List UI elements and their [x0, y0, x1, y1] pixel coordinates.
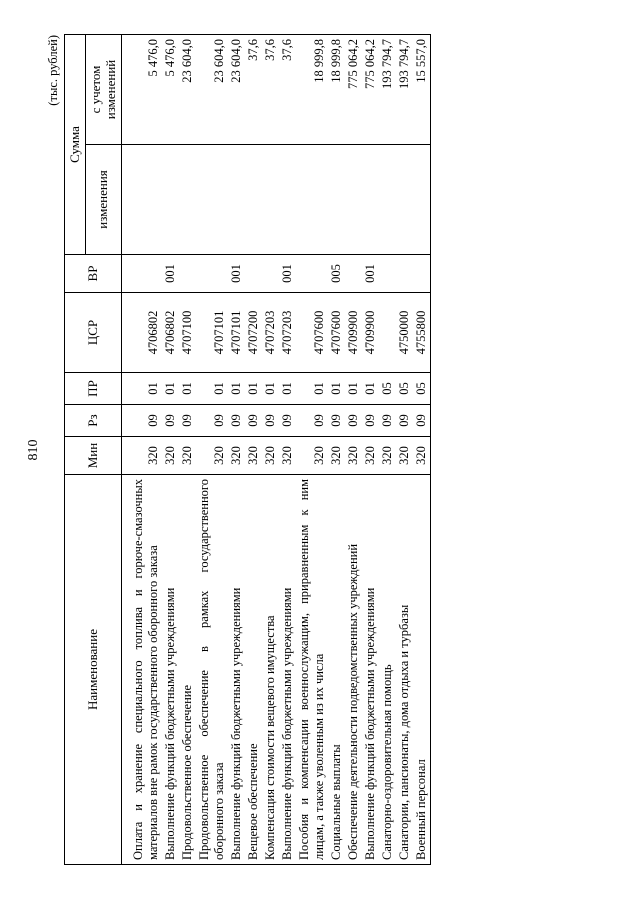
cell-name: Продовольственное обеспечение [179, 475, 196, 865]
cell-total: 37,6 [262, 35, 279, 145]
cell-min: 320 [413, 437, 431, 475]
cell-total: 193 794,7 [379, 35, 396, 145]
cell-total: 775 064,2 [345, 35, 362, 145]
cell-rz: 09 [345, 405, 362, 437]
cell-csr: 4709900 [362, 293, 379, 373]
cell-csr: 4707600 [296, 293, 328, 373]
budget-table [64, 34, 431, 865]
cell-pr: 01 [328, 373, 345, 405]
cell-changes [262, 145, 279, 255]
table-row [396, 35, 413, 865]
cell-min: 320 [228, 437, 245, 475]
cell-pr: 01 [262, 373, 279, 405]
cell-min: 320 [279, 437, 296, 475]
cell-changes [196, 145, 228, 255]
cell-name: Пособия и компенсации военнослужащим, приравненным к ним лицам, а также уволенным из их числа [296, 475, 328, 865]
cell-total: 775 064,2 [362, 35, 379, 145]
cell-pr: 01 [279, 373, 296, 405]
cell-pr: 01 [130, 373, 162, 405]
table-row [179, 35, 196, 865]
cell-changes [396, 145, 413, 255]
cell-pr: 01 [162, 373, 179, 405]
table-row [130, 35, 162, 865]
cell-total: 18 999,8 [296, 35, 328, 145]
cell-pr: 01 [296, 373, 328, 405]
table-row [379, 35, 396, 865]
cell-vr: 001 [228, 255, 245, 293]
cell-vr [179, 255, 196, 293]
cell-vr [130, 255, 162, 293]
cell-changes [179, 145, 196, 255]
cell-rz: 09 [328, 405, 345, 437]
table-row [296, 35, 328, 865]
cell-name: Выполнение функций бюджетными учреждениями [362, 475, 379, 865]
cell-csr: 4707101 [228, 293, 245, 373]
cell-csr: 4706802 [162, 293, 179, 373]
cell-rz: 09 [179, 405, 196, 437]
table-row [228, 35, 245, 865]
header-rz: Рз [65, 405, 122, 437]
cell-min: 320 [179, 437, 196, 475]
cell-changes [413, 145, 431, 255]
cell-changes [245, 145, 262, 255]
cell-pr: 01 [196, 373, 228, 405]
header-with-changes: с учетом изменений [85, 35, 121, 145]
cell-changes [130, 145, 162, 255]
cell-min: 320 [379, 437, 396, 475]
cell-pr: 05 [379, 373, 396, 405]
cell-name: Оплата и хранение специального топлива и горюче-смазочных материалов вне рамок государственного оборонного заказа [130, 475, 162, 865]
cell-rz: 09 [396, 405, 413, 437]
cell-total: 23 604,0 [196, 35, 228, 145]
cell-changes [296, 145, 328, 255]
cell-vr: 005 [328, 255, 345, 293]
cell-changes [379, 145, 396, 255]
cell-name: Выполнение функций бюджетными учреждениями [228, 475, 245, 865]
cell-name: Обеспечение деятельности подведомственных учреждений [345, 475, 362, 865]
cell-changes [228, 145, 245, 255]
cell-min: 320 [262, 437, 279, 475]
cell-vr [196, 255, 228, 293]
cell-total: 37,6 [245, 35, 262, 145]
table-header [65, 35, 122, 865]
cell-vr: 001 [362, 255, 379, 293]
header-vr: ВР [65, 255, 122, 293]
table-row [245, 35, 262, 865]
header-min: Мин [65, 437, 122, 475]
cell-rz: 09 [379, 405, 396, 437]
cell-rz: 09 [130, 405, 162, 437]
cell-vr [379, 255, 396, 293]
cell-vr [345, 255, 362, 293]
cell-total: 5 476,0 [130, 35, 162, 145]
cell-csr: 4707101 [196, 293, 228, 373]
cell-name: Военный персонал [413, 475, 431, 865]
header-csr: ЦСР [65, 293, 122, 373]
table-body [121, 35, 430, 865]
cell-rz: 09 [228, 405, 245, 437]
header-name: Наименование [65, 475, 122, 865]
cell-min: 320 [245, 437, 262, 475]
cell-vr: 001 [279, 255, 296, 293]
cell-pr: 05 [413, 373, 431, 405]
cell-vr [413, 255, 431, 293]
table-row [362, 35, 379, 865]
cell-vr [262, 255, 279, 293]
cell-changes [328, 145, 345, 255]
cell-changes [345, 145, 362, 255]
cell-name: Вещевое обеспечение [245, 475, 262, 865]
cell-total: 5 476,0 [162, 35, 179, 145]
table-row [328, 35, 345, 865]
table-row [262, 35, 279, 865]
cell-csr: 4750000 [396, 293, 413, 373]
cell-rz: 09 [296, 405, 328, 437]
header-pr: ПР [65, 373, 122, 405]
cell-pr: 01 [362, 373, 379, 405]
cell-csr: 4707600 [328, 293, 345, 373]
cell-min: 320 [296, 437, 328, 475]
cell-name: Компенсация стоимости вещевого имущества [262, 475, 279, 865]
table-row [413, 35, 431, 865]
cell-vr: 001 [162, 255, 179, 293]
cell-vr [396, 255, 413, 293]
cell-rz: 09 [245, 405, 262, 437]
cell-min: 320 [162, 437, 179, 475]
cell-pr: 01 [179, 373, 196, 405]
cell-name: Санатории, пансионаты, дома отдыха и турбазы [396, 475, 413, 865]
cell-total: 37,6 [279, 35, 296, 145]
cell-name: Продовольственное обеспечение в рамках государственного оборонного заказа [196, 475, 228, 865]
cell-rz: 09 [162, 405, 179, 437]
page-number: 810 [26, 439, 41, 461]
header-sum: Сумма [65, 35, 86, 255]
table-spacer-row [121, 35, 130, 865]
header-changes: изменения [85, 145, 121, 255]
cell-csr: 4707203 [279, 293, 296, 373]
cell-csr [379, 293, 396, 373]
cell-total: 193 794,7 [396, 35, 413, 145]
cell-pr: 01 [228, 373, 245, 405]
cell-name: Социальные выплаты [328, 475, 345, 865]
table-row [345, 35, 362, 865]
cell-pr: 05 [396, 373, 413, 405]
cell-min: 320 [130, 437, 162, 475]
cell-pr: 01 [345, 373, 362, 405]
cell-min: 320 [196, 437, 228, 475]
cell-vr [245, 255, 262, 293]
cell-csr: 4707200 [245, 293, 262, 373]
cell-rz: 09 [262, 405, 279, 437]
cell-name: Санаторно-оздоровительная помощь [379, 475, 396, 865]
cell-name: Выполнение функций бюджетными учреждениями [279, 475, 296, 865]
cell-min: 320 [362, 437, 379, 475]
cell-csr: 4706802 [130, 293, 162, 373]
cell-min: 320 [328, 437, 345, 475]
cell-total: 15 557,0 [413, 35, 431, 145]
table-row [196, 35, 228, 865]
cell-changes [362, 145, 379, 255]
units-label: (тыс. рублей) [46, 35, 60, 106]
cell-csr: 4755800 [413, 293, 431, 373]
cell-name: Выполнение функций бюджетными учреждениями [162, 475, 179, 865]
cell-total: 23 604,0 [179, 35, 196, 145]
rotated-page [20, 15, 620, 885]
cell-csr: 4707100 [179, 293, 196, 373]
cell-rz: 09 [196, 405, 228, 437]
cell-pr: 01 [245, 373, 262, 405]
cell-total: 18 999,8 [328, 35, 345, 145]
cell-rz: 09 [413, 405, 431, 437]
cell-vr [296, 255, 328, 293]
cell-min: 320 [345, 437, 362, 475]
cell-changes [162, 145, 179, 255]
cell-changes [279, 145, 296, 255]
cell-rz: 09 [279, 405, 296, 437]
cell-total: 23 604,0 [228, 35, 245, 145]
table-row [162, 35, 179, 865]
cell-csr: 4709900 [345, 293, 362, 373]
table-row [279, 35, 296, 865]
cell-csr: 4707203 [262, 293, 279, 373]
cell-rz: 09 [362, 405, 379, 437]
cell-min: 320 [396, 437, 413, 475]
